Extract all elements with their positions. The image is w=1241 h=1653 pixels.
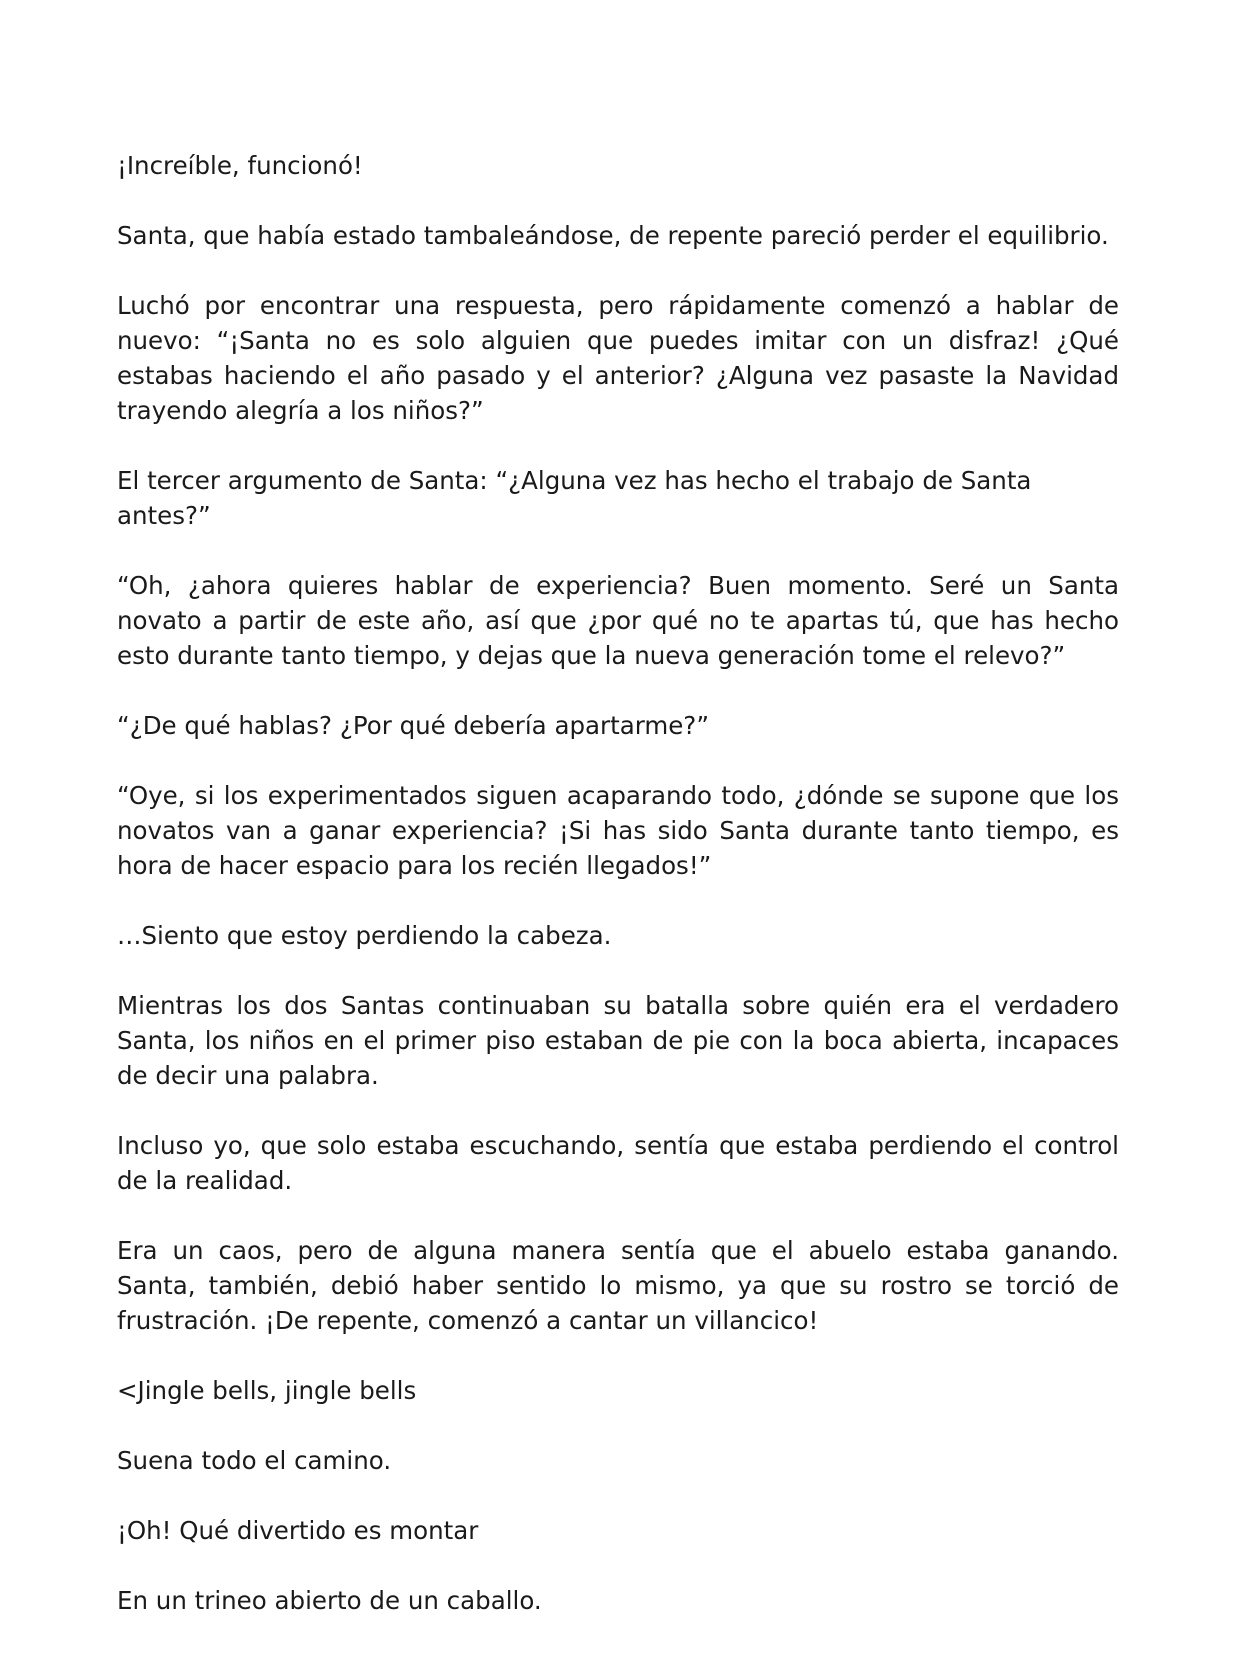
paragraph: Era un caos, pero de alguna manera sentía que el abuelo estaba ganando. Santa, también, debió haber sentido lo mismo, ya que su rostro se torció de frustración. ¡De repente, comenzó a cantar un villancico! (117, 1236, 1119, 1335)
paragraph: “Oh, ¿ahora quieres hablar de experiencia? Buen momento. Seré un Santa novato a partir de este año, así que ¿por qué no te apartas tú, que has hecho esto durante tanto tiempo, y dejas que la nueva generación tome el relevo?” (117, 571, 1119, 670)
paragraph: Luchó por encontrar una respuesta, pero rápidamente comenzó a hablar de nuevo: “¡Santa no es solo alguien que puedes imitar con un disfraz! ¿Qué estabas haciendo el año pasado y el anterior? ¿Alguna vez pasaste la Navidad trayendo alegría a los niños?” (117, 291, 1119, 425)
paragraph: El tercer argumento de Santa: “¿Alguna vez has hecho el trabajo de Santa antes?” (117, 466, 1032, 530)
song-line: <Jingle bells, jingle bells (117, 1376, 417, 1405)
song-line: En un trineo abierto de un caballo. (117, 1586, 542, 1615)
paragraph: Santa, que había estado tambaleándose, de repente pareció perder el equilibrio. (117, 221, 1109, 250)
song-line: ¡Oh! Qué divertido es montar (117, 1516, 479, 1545)
paragraph: “Oye, si los experimentados siguen acaparando todo, ¿dónde se supone que los novatos van a ganar experiencia? ¡Si has sido Santa durante tanto tiempo, es hora de hacer espacio para los recién llegados!” (117, 781, 1119, 880)
paragraph: ¡Increíble, funcionó! (117, 151, 363, 180)
paragraph: Mientras los dos Santas continuaban su batalla sobre quién era el verdadero Santa, los niños en el primer piso estaban de pie con la boca abierta, incapaces de decir una palabra. (117, 991, 1119, 1090)
paragraph: Incluso yo, que solo estaba escuchando, sentía que estaba perdiendo el control de la realidad. (117, 1131, 1119, 1195)
body-text (117, 148, 1119, 1653)
paragraph: …Siento que estoy perdiendo la cabeza. (117, 921, 612, 950)
song-line: Suena todo el camino. (117, 1446, 392, 1475)
paragraph: “¿De qué hablas? ¿Por qué debería apartarme?” (117, 711, 710, 740)
